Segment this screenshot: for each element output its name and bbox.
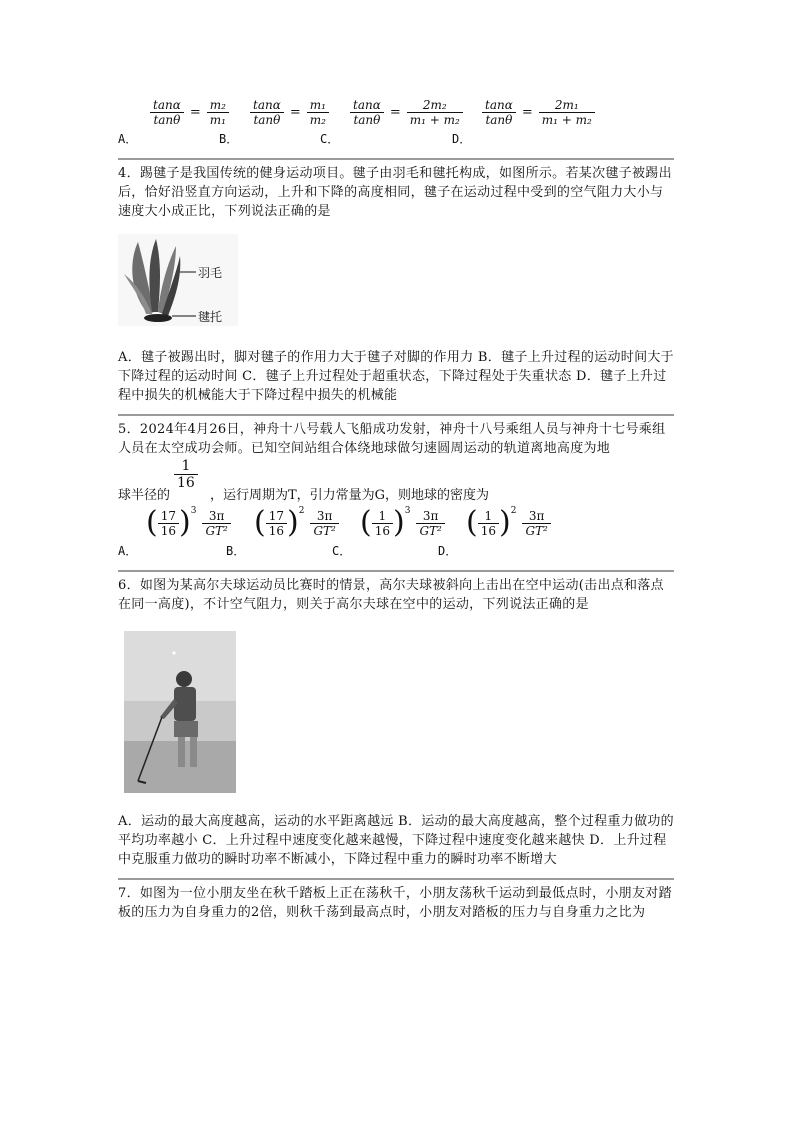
q3-option-a-letter: A． [118, 132, 138, 146]
q3-option-a-formula: $\frac{\tan\alpha}{\tan\theta}$ = $\frac{\text{m₂}}{\text{m₁}}$ [150, 98, 229, 127]
q3-a-lhs: $\frac{\tan\alpha}{\tan\theta}$ [150, 98, 184, 127]
divider [118, 878, 674, 880]
q5-option-c-formula: ( $\frac{1}{16}$ ) 3 $\frac{3\pi}{\text{GT²}}$ [360, 508, 445, 538]
q6-options: A．运动的最大高度越高，运动的水平距离越远 B．运动的最大高度越高，整个过程重力做功的平均功率越小 C．上升过程中速度变化越来越慢，下降过程中速度变化越来越快 D．上升过程中克服重力做功的瞬时功率不断减小，下降过程中重力的瞬时功率不断增大 [118, 814, 674, 867]
q3-option-b-formula: $\frac{\tan\alpha}{\tan\theta}$ = $\frac{\text{m₁}}{\text{m₂}}$ [250, 98, 329, 127]
q3-option-b-letter: B． [219, 132, 239, 146]
label-feather: 羽毛 [198, 266, 223, 280]
q7-stem: 7．如图为一位小朋友坐在秋千踏板上正在荡秋千，小朋友荡秋千运动到最低点时，小朋友对踏板的压力为自身重力的2倍，则秋千荡到最高点时，小朋友对踏板的压力与自身重力之比为 [118, 886, 672, 920]
q5-option-b-formula: ( $\frac{17}{16}$ ) 2 $\frac{3\pi}{\text{GT²}}$ [254, 508, 339, 538]
q4-options: A．毽子被踢出时，脚对毽子的作用力大于毽子对脚的作用力 B．毽子上升过程的运动时间大于下降过程的运动时间 C．毽子上升过程处于超重状态，下降过程处于失重状态 D．毽子上升过程中损失的机械能大于下降过程中损失的机械能 [118, 350, 674, 403]
golfer-image [124, 631, 236, 793]
q5-option-d-formula: ( $\frac{1}{16}$ ) 2 $\frac{3\pi}{\text{GT²}}$ [466, 508, 551, 538]
q5-stem-line1: 5．2024年4月26日，神舟十八号载人飞船成功发射，神舟十八号乘组人员与神舟十七号乘组人员在太空成功会师。已知空间站组合体绕地球做匀速圆周运动的轨道离地高度为地 [118, 422, 666, 456]
q5-option-d-letter: D． [438, 544, 458, 558]
divider [118, 414, 674, 416]
shuttlecock-figure [118, 234, 238, 326]
q5-option-a-letter: A． [118, 544, 138, 558]
q3-option-d-letter: D． [452, 132, 472, 146]
q5-option-b-letter: B． [226, 544, 246, 558]
q3-option-c-letter: C． [320, 132, 340, 146]
q5-stem-line2: 球半径的 1 16 ，运行周期为T，引力常量为G，则地球的密度为 [118, 458, 490, 503]
q5-fraction: 1 16 [174, 458, 198, 491]
q3-option-c-formula: $\frac{\tan\alpha}{\tan\theta}$ = $\frac{\text{2m₂}}{\text{m₁ + m₂}}$ [350, 98, 463, 127]
q3-a-rhs: $\frac{\text{m₂}}{\text{m₁}}$ [207, 98, 229, 127]
q5-option-c-letter: C． [332, 544, 352, 558]
q3-option-d-formula: $\frac{\tan\alpha}{\tan\theta}$ = $\frac{\text{2m₁}}{\text{m₁ + m₂}}$ [482, 98, 595, 127]
q6-stem: 6．如图为某高尔夫球运动员比赛时的情景，高尔夫球被斜向上击出在空中运动(击出点和落点在同一高度)，不计空气阻力，则关于高尔夫球在空中的运动，下列说法正确的是 [118, 578, 664, 612]
divider [118, 158, 674, 160]
q5-option-a-formula: ( $\frac{17}{16}$ ) 3 $\frac{3\pi}{\text{GT²}}$ [146, 508, 231, 538]
divider [118, 570, 674, 572]
golfer-photo [124, 631, 236, 793]
label-base: 毽托 [198, 310, 223, 324]
q4-stem: 4．踢毽子是我国传统的健身运动项目。毽子由羽毛和毽托构成，如图所示。若某次毽子被踢出后，恰好沿竖直方向运动，上升和下降的高度相同，毽子在运动过程中受到的空气阻力大小与速度大小成正比，下列说法正确的是 [118, 166, 672, 219]
